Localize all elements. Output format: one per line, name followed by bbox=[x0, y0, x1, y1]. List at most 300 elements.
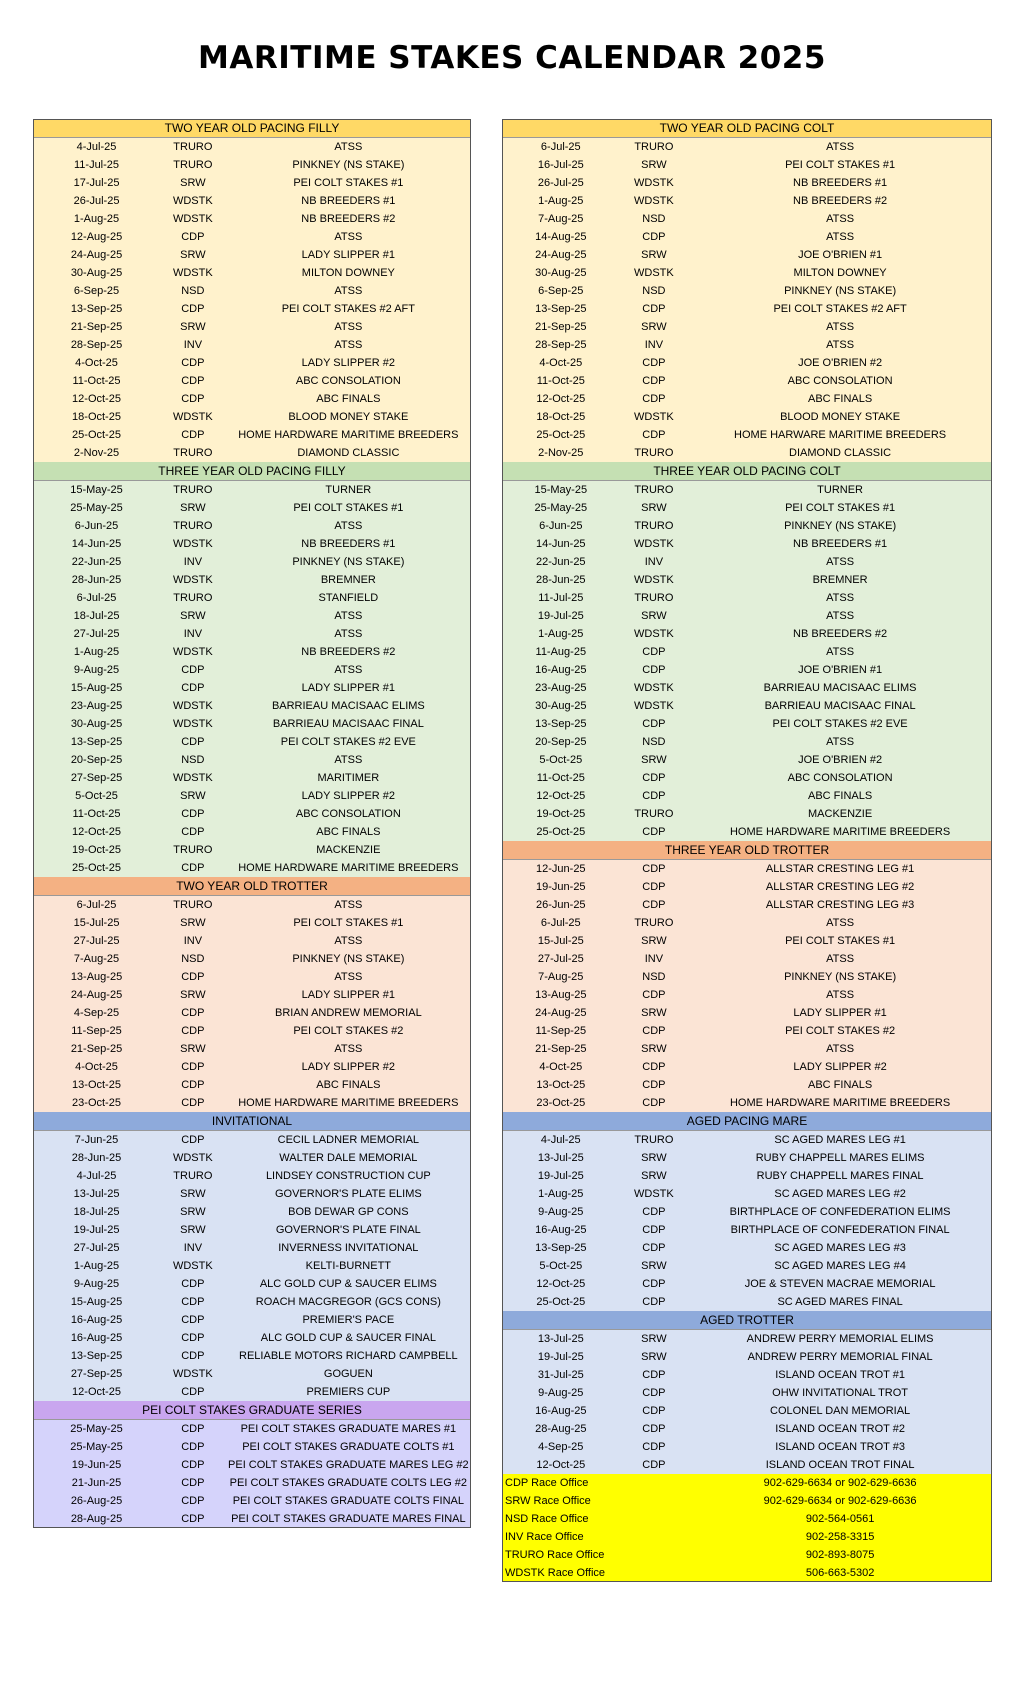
race-track: TRURO bbox=[634, 917, 674, 929]
race-date: 4-Jul-25 bbox=[76, 141, 117, 153]
race-track: CDP bbox=[642, 1206, 666, 1218]
race-date: 6-Jul-25 bbox=[540, 917, 581, 929]
race-track: CDP bbox=[642, 357, 666, 369]
section-title: THREE YEAR OLD TROTTER bbox=[502, 841, 992, 860]
race-date: 28-Jun-25 bbox=[536, 574, 586, 586]
race-track: CDP bbox=[181, 1097, 205, 1109]
race-track: CDP bbox=[181, 1477, 205, 1489]
race-row bbox=[33, 228, 471, 246]
race-row bbox=[502, 535, 992, 553]
race-row bbox=[33, 589, 471, 607]
contact-row bbox=[502, 1474, 992, 1492]
race-event: SC AGED MARES LEG #4 bbox=[774, 1260, 906, 1272]
race-row bbox=[33, 1239, 471, 1257]
race-row bbox=[33, 1131, 471, 1149]
race-row bbox=[33, 390, 471, 408]
office-name: CDP Race Office bbox=[505, 1477, 589, 1489]
race-track: WDSTK bbox=[634, 267, 674, 279]
race-event: BIRTHPLACE OF CONFEDERATION FINAL bbox=[730, 1224, 950, 1236]
race-track: CDP bbox=[181, 736, 205, 748]
race-row bbox=[33, 914, 471, 932]
race-event: ATSS bbox=[826, 213, 855, 225]
race-row bbox=[33, 1293, 471, 1311]
race-track: SRW bbox=[641, 1351, 667, 1363]
race-event: KELTI-BURNETT bbox=[305, 1260, 392, 1272]
race-row bbox=[502, 336, 992, 354]
race-track: WDSTK bbox=[172, 574, 213, 586]
race-event: ATSS bbox=[334, 1043, 363, 1055]
race-track: WDSTK bbox=[634, 177, 674, 189]
race-date: 25-May-25 bbox=[534, 502, 588, 514]
race-track: WDSTK bbox=[172, 718, 213, 730]
race-row bbox=[502, 1058, 992, 1076]
race-date: 26-Jun-25 bbox=[536, 899, 586, 911]
race-date: 6-Jul-25 bbox=[540, 141, 581, 153]
race-row bbox=[502, 264, 992, 282]
race-row bbox=[33, 318, 471, 336]
race-row bbox=[502, 860, 992, 878]
race-row bbox=[502, 210, 992, 228]
race-track: CDP bbox=[181, 664, 205, 676]
race-event: JOE O'BRIEN #1 bbox=[798, 664, 883, 676]
stakes-section bbox=[33, 462, 471, 877]
office-name: TRURO Race Office bbox=[505, 1549, 605, 1561]
race-row bbox=[33, 1167, 471, 1185]
race-track: SRW bbox=[180, 1188, 206, 1200]
race-track: CDP bbox=[642, 1405, 666, 1417]
race-row bbox=[33, 751, 471, 769]
race-row bbox=[502, 932, 992, 950]
race-event: RELIABLE MOTORS RICHARD CAMPBELL bbox=[239, 1350, 458, 1362]
race-event: ATSS bbox=[334, 935, 363, 947]
race-row bbox=[33, 354, 471, 372]
race-event: SC AGED MARES LEG #3 bbox=[774, 1242, 906, 1254]
race-event: PEI COLT STAKES #2 AFT bbox=[773, 303, 907, 315]
race-track: CDP bbox=[642, 1079, 666, 1091]
race-date: 7-Aug-25 bbox=[73, 953, 120, 965]
race-date: 19-Oct-25 bbox=[536, 808, 586, 820]
race-event: PEI COLT STAKES GRADUATE COLTS FINAL bbox=[232, 1495, 464, 1507]
race-date: 16-Aug-25 bbox=[70, 1332, 123, 1344]
race-row bbox=[33, 372, 471, 390]
race-event: ISLAND OCEAN TROT FINAL bbox=[765, 1459, 915, 1471]
race-date: 4-Oct-25 bbox=[75, 357, 118, 369]
race-row bbox=[33, 300, 471, 318]
race-row bbox=[502, 950, 992, 968]
race-event: BREMNER bbox=[812, 574, 868, 586]
race-date: 28-Jun-25 bbox=[71, 574, 122, 586]
race-row bbox=[502, 318, 992, 336]
race-date: 19-Jun-25 bbox=[536, 881, 586, 893]
race-track: CDP bbox=[181, 1350, 205, 1362]
race-row bbox=[33, 1311, 471, 1329]
race-event: TURNER bbox=[817, 484, 864, 496]
race-track: NSD bbox=[642, 736, 666, 748]
left-column bbox=[33, 119, 471, 1528]
race-row bbox=[502, 1203, 992, 1221]
race-track: TRURO bbox=[173, 899, 213, 911]
race-track: WDSTK bbox=[172, 267, 213, 279]
race-track: CDP bbox=[642, 863, 666, 875]
race-event: BARRIEAU MACISAAC FINAL bbox=[272, 718, 424, 730]
race-event: MILTON DOWNEY bbox=[301, 267, 395, 279]
race-row bbox=[33, 787, 471, 805]
race-date: 25-May-25 bbox=[70, 1423, 123, 1435]
race-event: JOE O'BRIEN #2 bbox=[798, 754, 883, 766]
race-event: BARRIEAU MACISAAC FINAL bbox=[764, 700, 916, 712]
race-event: ABC CONSOLATION bbox=[787, 772, 893, 784]
race-date: 24-Aug-25 bbox=[535, 1007, 587, 1019]
race-event: BIRTHPLACE OF CONFEDERATION ELIMS bbox=[729, 1206, 951, 1218]
race-event: ATSS bbox=[334, 628, 363, 640]
race-event: ATSS bbox=[334, 610, 363, 622]
race-track: CDP bbox=[181, 1386, 205, 1398]
race-track: CDP bbox=[181, 1441, 205, 1453]
race-row bbox=[33, 715, 471, 733]
race-track: INV bbox=[183, 935, 203, 947]
section-title: INVITATIONAL bbox=[33, 1112, 471, 1131]
race-row bbox=[502, 1131, 992, 1149]
race-track: WDSTK bbox=[634, 700, 674, 712]
race-date: 7-Aug-25 bbox=[538, 213, 584, 225]
race-track: CDP bbox=[642, 1061, 666, 1073]
race-date: 19-Jun-25 bbox=[71, 1459, 122, 1471]
race-event: ISLAND OCEAN TROT #2 bbox=[775, 1423, 905, 1435]
race-date: 23-Aug-25 bbox=[70, 700, 123, 712]
race-event: ATSS bbox=[334, 285, 363, 297]
race-date: 31-Jul-25 bbox=[537, 1369, 584, 1381]
race-track: TRURO bbox=[173, 1170, 213, 1182]
race-track: TRURO bbox=[173, 141, 213, 153]
race-event: CECIL LADNER MEMORIAL bbox=[277, 1134, 420, 1146]
race-date: 17-Jul-25 bbox=[73, 177, 120, 189]
race-event: HOME HARWARE MARITIME BREEDERS bbox=[734, 429, 947, 441]
office-name: INV Race Office bbox=[505, 1531, 584, 1543]
race-row bbox=[33, 481, 471, 499]
race-track: WDSTK bbox=[634, 411, 674, 423]
race-event: BREMNER bbox=[320, 574, 376, 586]
race-row bbox=[502, 354, 992, 372]
race-event: ALC GOLD CUP & SAUCER ELIMS bbox=[259, 1278, 437, 1290]
race-track: SRW bbox=[641, 1007, 667, 1019]
race-row bbox=[33, 859, 471, 877]
race-date: 15-May-25 bbox=[70, 484, 123, 496]
race-date: 11-Sep-25 bbox=[71, 1025, 122, 1037]
race-event: LADY SLIPPER #1 bbox=[301, 682, 396, 694]
race-row bbox=[502, 282, 992, 300]
race-row bbox=[33, 246, 471, 264]
race-date: 18-Jul-25 bbox=[73, 1206, 120, 1218]
race-date: 9-Aug-25 bbox=[73, 1278, 120, 1290]
race-row bbox=[502, 1293, 992, 1311]
race-event: RUBY CHAPPELL MARES ELIMS bbox=[755, 1152, 925, 1164]
race-row bbox=[502, 751, 992, 769]
race-row bbox=[33, 823, 471, 841]
race-date: 24-Aug-25 bbox=[535, 249, 587, 261]
race-row bbox=[502, 444, 992, 462]
race-date: 16-Aug-25 bbox=[535, 1405, 587, 1417]
race-date: 13-Sep-25 bbox=[70, 736, 123, 748]
race-track: WDSTK bbox=[172, 1152, 213, 1164]
race-track: WDSTK bbox=[634, 628, 674, 640]
race-date: 6-Jul-25 bbox=[76, 592, 117, 604]
race-track: CDP bbox=[642, 989, 666, 1001]
race-event: ATSS bbox=[826, 231, 855, 243]
race-date: 13-Sep-25 bbox=[535, 718, 587, 730]
race-date: 28-Jun-25 bbox=[71, 1152, 122, 1164]
race-track: WDSTK bbox=[172, 700, 213, 712]
race-track: CDP bbox=[642, 1224, 666, 1236]
race-track: WDSTK bbox=[172, 772, 213, 784]
race-date: 13-Sep-25 bbox=[535, 1242, 587, 1254]
race-event: ATSS bbox=[334, 520, 363, 532]
race-track: SRW bbox=[180, 1043, 206, 1055]
office-phone: 902-893-8075 bbox=[805, 1549, 875, 1561]
race-event: ABC CONSOLATION bbox=[295, 375, 401, 387]
race-track: CDP bbox=[181, 393, 205, 405]
race-track: TRURO bbox=[173, 844, 213, 856]
race-event: PEI COLT STAKES GRADUATE MARES FINAL bbox=[231, 1513, 466, 1525]
race-row bbox=[33, 1022, 471, 1040]
race-track: WDSTK bbox=[172, 646, 213, 658]
race-row bbox=[502, 571, 992, 589]
race-track: CDP bbox=[181, 1459, 205, 1471]
race-date: 30-Aug-25 bbox=[70, 267, 123, 279]
race-track: WDSTK bbox=[172, 195, 213, 207]
section-title: THREE YEAR OLD PACING FILLY bbox=[33, 462, 471, 481]
race-date: 13-Jul-25 bbox=[537, 1333, 584, 1345]
race-row bbox=[33, 1094, 471, 1112]
race-track: SRW bbox=[180, 917, 206, 929]
race-event: DIAMOND CLASSIC bbox=[297, 447, 400, 459]
race-date: 16-Aug-25 bbox=[535, 1224, 587, 1236]
race-event: BLOOD MONEY STAKE bbox=[288, 411, 409, 423]
race-date: 11-Aug-25 bbox=[535, 646, 587, 658]
race-event: INVERNESS INVITATIONAL bbox=[278, 1242, 419, 1254]
race-event: LADY SLIPPER #2 bbox=[301, 1061, 396, 1073]
race-event: ALC GOLD CUP & SAUCER FINAL bbox=[260, 1332, 436, 1344]
race-date: 6-Sep-25 bbox=[538, 285, 584, 297]
race-track: CDP bbox=[181, 1513, 205, 1525]
race-event: PEI COLT STAKES #2 AFT bbox=[281, 303, 415, 315]
race-track: SRW bbox=[641, 935, 667, 947]
race-date: 1-Aug-25 bbox=[538, 195, 584, 207]
race-date: 9-Aug-25 bbox=[538, 1206, 584, 1218]
race-row bbox=[502, 1330, 992, 1348]
race-event: PEI COLT STAKES #1 bbox=[785, 502, 896, 514]
race-row bbox=[502, 1004, 992, 1022]
section-title: AGED TROTTER bbox=[502, 1311, 992, 1330]
race-date: 27-Jul-25 bbox=[73, 1242, 120, 1254]
race-event: HOME HARDWARE MARITIME BREEDERS bbox=[238, 1097, 459, 1109]
race-row bbox=[33, 499, 471, 517]
race-track: CDP bbox=[181, 1079, 205, 1091]
race-row bbox=[502, 1221, 992, 1239]
office-phone: 902-564-0561 bbox=[805, 1513, 875, 1525]
race-date: 7-Aug-25 bbox=[538, 971, 584, 983]
race-event: JOE O'BRIEN #1 bbox=[798, 249, 883, 261]
race-date: 13-Jul-25 bbox=[73, 1188, 120, 1200]
race-event: ATSS bbox=[334, 899, 363, 911]
race-row bbox=[502, 1275, 992, 1293]
race-date: 26-Jul-25 bbox=[537, 177, 584, 189]
race-date: 28-Sep-25 bbox=[535, 339, 587, 351]
race-row bbox=[33, 968, 471, 986]
contact-row bbox=[502, 1546, 992, 1564]
race-row bbox=[33, 282, 471, 300]
race-row bbox=[502, 679, 992, 697]
race-row bbox=[33, 1492, 471, 1510]
race-date: 2-Nov-25 bbox=[73, 447, 120, 459]
race-track: CDP bbox=[181, 375, 205, 387]
race-event: ATSS bbox=[826, 592, 855, 604]
race-date: 23-Aug-25 bbox=[535, 682, 587, 694]
race-event: LADY SLIPPER #2 bbox=[793, 1061, 887, 1073]
race-event: NB BREEDERS #2 bbox=[301, 213, 396, 225]
race-row bbox=[33, 769, 471, 787]
race-date: 19-Jul-25 bbox=[537, 1351, 584, 1363]
race-row bbox=[502, 499, 992, 517]
race-row bbox=[33, 1076, 471, 1094]
race-track: CDP bbox=[181, 1134, 205, 1146]
race-row bbox=[33, 1438, 471, 1456]
race-event: NB BREEDERS #2 bbox=[301, 646, 396, 658]
race-row bbox=[502, 1438, 992, 1456]
race-row bbox=[33, 896, 471, 914]
race-row bbox=[502, 192, 992, 210]
stakes-section bbox=[33, 877, 471, 1112]
race-event: ANDREW PERRY MEMORIAL FINAL bbox=[747, 1351, 933, 1363]
race-date: 27-Jul-25 bbox=[73, 935, 120, 947]
race-row bbox=[502, 625, 992, 643]
race-event: PINKNEY (NS STAKE) bbox=[292, 159, 405, 171]
race-track: SRW bbox=[180, 790, 206, 802]
race-date: 21-Sep-25 bbox=[535, 1043, 587, 1055]
race-row bbox=[502, 1185, 992, 1203]
race-date: 30-Aug-25 bbox=[535, 267, 587, 279]
race-event: ATSS bbox=[334, 754, 363, 766]
race-row bbox=[33, 1185, 471, 1203]
race-row bbox=[502, 156, 992, 174]
race-event: NB BREEDERS #2 bbox=[793, 628, 888, 640]
race-event: ISLAND OCEAN TROT #1 bbox=[775, 1369, 905, 1381]
race-row bbox=[502, 1094, 992, 1112]
race-track: SRW bbox=[180, 1206, 206, 1218]
race-row bbox=[33, 1221, 471, 1239]
race-event: ABC FINALS bbox=[808, 393, 873, 405]
race-date: 23-Oct-25 bbox=[536, 1097, 586, 1109]
race-row bbox=[33, 1365, 471, 1383]
race-track: NSD bbox=[642, 285, 666, 297]
race-event: HOME HARDWARE MARITIME BREEDERS bbox=[729, 826, 951, 838]
race-event: SC AGED MARES LEG #1 bbox=[774, 1134, 906, 1146]
race-event: PEI COLT STAKES #2 bbox=[293, 1025, 404, 1037]
race-track: CDP bbox=[642, 1278, 666, 1290]
race-event: ALLSTAR CRESTING LEG #2 bbox=[765, 881, 915, 893]
race-event: NB BREEDERS #2 bbox=[793, 195, 888, 207]
race-date: 15-Aug-25 bbox=[70, 1296, 123, 1308]
race-row bbox=[502, 661, 992, 679]
race-date: 25-Oct-25 bbox=[72, 862, 121, 874]
stakes-section bbox=[502, 841, 992, 1112]
race-row bbox=[33, 535, 471, 553]
race-event: SC AGED MARES LEG #2 bbox=[774, 1188, 906, 1200]
race-event: LADY SLIPPER #2 bbox=[301, 790, 396, 802]
race-event: LADY SLIPPER #1 bbox=[301, 249, 396, 261]
race-event: BOB DEWAR GP CONS bbox=[288, 1206, 409, 1218]
race-event: PEI COLT STAKES #1 bbox=[293, 177, 404, 189]
race-track: SRW bbox=[180, 1224, 206, 1236]
race-row bbox=[33, 932, 471, 950]
race-event: MACKENZIE bbox=[316, 844, 381, 856]
race-date: 4-Jul-25 bbox=[540, 1134, 581, 1146]
race-event: ATSS bbox=[334, 231, 363, 243]
race-track: CDP bbox=[181, 429, 205, 441]
race-date: 25-Oct-25 bbox=[536, 1296, 586, 1308]
section-title: PEI COLT STAKES GRADUATE SERIES bbox=[33, 1401, 471, 1420]
race-event: NB BREEDERS #1 bbox=[301, 538, 396, 550]
race-row bbox=[502, 733, 992, 751]
race-track: CDP bbox=[181, 1278, 205, 1290]
race-track: CDP bbox=[642, 231, 666, 243]
race-event: ATSS bbox=[826, 141, 855, 153]
contact-row bbox=[502, 1528, 992, 1546]
race-row bbox=[33, 950, 471, 968]
race-event: ISLAND OCEAN TROT #3 bbox=[775, 1441, 905, 1453]
race-event: GOVERNOR'S PLATE FINAL bbox=[275, 1224, 421, 1236]
race-event: PEI COLT STAKES GRADUATE MARES #1 bbox=[240, 1423, 457, 1435]
race-date: 11-Oct-25 bbox=[72, 808, 121, 820]
race-event: PINKNEY (NS STAKE) bbox=[784, 285, 897, 297]
race-event: HOME HARDWARE MARITIME BREEDERS bbox=[729, 1097, 951, 1109]
race-date: 5-Oct-25 bbox=[539, 754, 583, 766]
race-date: 9-Aug-25 bbox=[538, 1387, 584, 1399]
race-row bbox=[502, 787, 992, 805]
race-event: PEI COLT STAKES #1 bbox=[293, 917, 404, 929]
race-date: 6-Jul-25 bbox=[76, 899, 117, 911]
race-row bbox=[33, 408, 471, 426]
race-track: CDP bbox=[642, 375, 666, 387]
race-row bbox=[33, 1275, 471, 1293]
race-row bbox=[33, 1329, 471, 1347]
race-track: CDP bbox=[181, 682, 205, 694]
race-row bbox=[33, 841, 471, 859]
race-row bbox=[502, 300, 992, 318]
race-date: 12-Oct-25 bbox=[72, 826, 121, 838]
office-phone: 902-629-6634 or 902-629-6636 bbox=[763, 1477, 917, 1489]
race-date: 12-Aug-25 bbox=[70, 231, 123, 243]
race-track: CDP bbox=[181, 826, 205, 838]
stakes-section bbox=[502, 1112, 992, 1311]
race-event: ATSS bbox=[826, 1043, 855, 1055]
race-row bbox=[502, 408, 992, 426]
race-row bbox=[33, 210, 471, 228]
race-event: BLOOD MONEY STAKE bbox=[780, 411, 901, 423]
race-date: 4-Sep-25 bbox=[538, 1441, 584, 1453]
race-event: ATSS bbox=[826, 321, 855, 333]
race-row bbox=[33, 336, 471, 354]
race-date: 12-Oct-25 bbox=[536, 1278, 586, 1290]
race-event: MILTON DOWNEY bbox=[793, 267, 887, 279]
race-event: ATSS bbox=[334, 971, 363, 983]
race-event: BARRIEAU MACISAAC ELIMS bbox=[271, 700, 425, 712]
race-row bbox=[502, 697, 992, 715]
race-date: 4-Oct-25 bbox=[539, 357, 583, 369]
race-office-contacts bbox=[502, 1474, 992, 1582]
race-event: PEI COLT STAKES #2 bbox=[785, 1025, 896, 1037]
race-row bbox=[502, 517, 992, 535]
section-title: TWO YEAR OLD PACING COLT bbox=[502, 119, 992, 138]
